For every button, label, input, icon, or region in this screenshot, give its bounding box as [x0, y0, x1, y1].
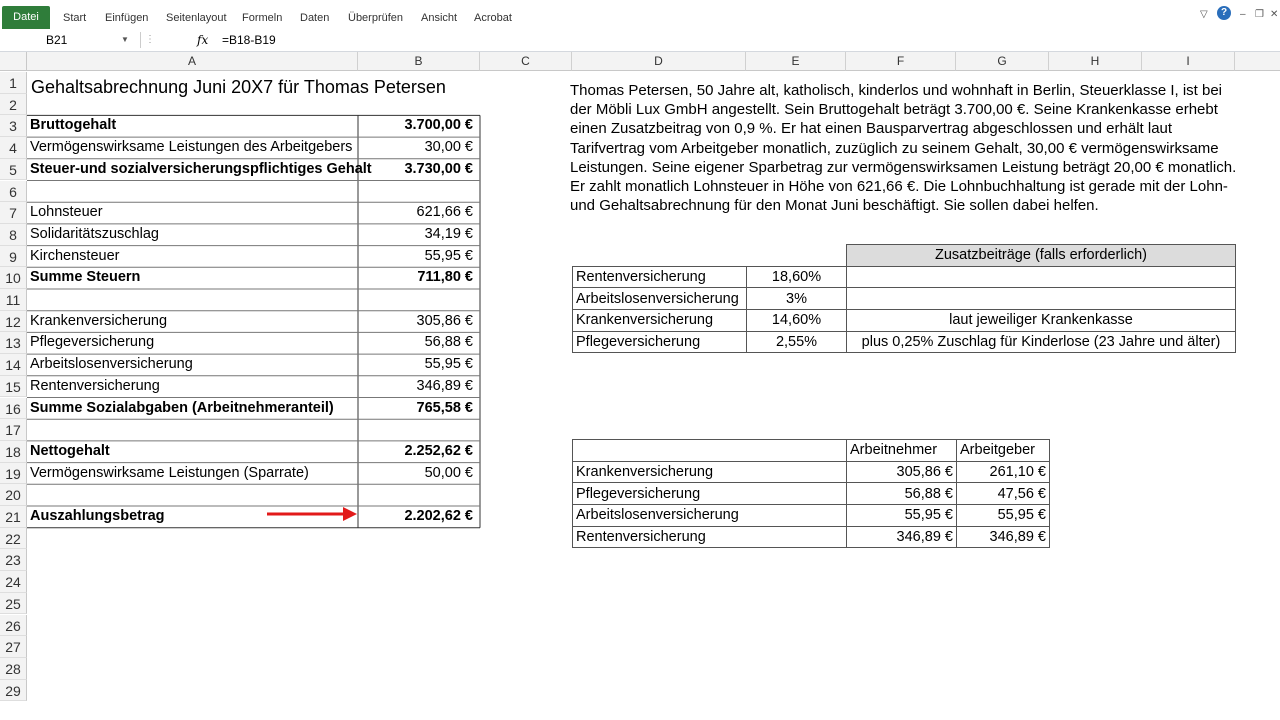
row-header[interactable]: 14	[0, 354, 27, 376]
row-header[interactable]: 10	[0, 267, 27, 289]
shares-employer[interactable]: 47,56 €	[957, 483, 1050, 505]
column-header-d[interactable]: D	[572, 52, 746, 71]
line-value[interactable]: 3.700,00 €	[404, 117, 473, 134]
window-close-icon[interactable]: ✕	[1270, 9, 1279, 20]
line-label[interactable]: Steuer-und sozialversicherungspflichtiges Gehalt	[30, 160, 372, 177]
row-header[interactable]: 24	[0, 571, 27, 593]
file-tab[interactable]: Datei	[2, 6, 50, 29]
table-row	[573, 331, 1236, 353]
line-value[interactable]: 50,00 €	[424, 464, 473, 481]
line-label[interactable]: Vermögenswirksame Leistungen des Arbeitgebers	[30, 139, 353, 156]
rate-name[interactable]: Rentenversicherung	[573, 266, 747, 288]
formula-input[interactable]: =B18-B19	[222, 33, 276, 47]
line-label[interactable]: Vermögenswirksame Leistungen (Sparrate)	[30, 464, 309, 481]
line-label[interactable]: Rentenversicherung	[30, 377, 160, 394]
tab-formeln[interactable]: Formeln	[242, 12, 283, 24]
shares-name[interactable]: Krankenversicherung	[573, 461, 847, 483]
line-value[interactable]: 621,66 €	[416, 204, 473, 221]
tab-einfuegen[interactable]: Einfügen	[105, 12, 149, 24]
line-value[interactable]: 56,88 €	[424, 334, 473, 351]
rate-value[interactable]: 18,60%	[747, 266, 847, 288]
row-header[interactable]: 27	[0, 636, 27, 658]
row-header[interactable]: 29	[0, 680, 27, 702]
rate-name[interactable]: Pflegeversicherung	[573, 331, 747, 353]
column-header-h[interactable]: H	[1049, 52, 1142, 71]
select-all-corner[interactable]	[0, 52, 27, 71]
row-header[interactable]: 17	[0, 419, 27, 441]
row-header[interactable]: 28	[0, 658, 27, 680]
row-header[interactable]: 5	[0, 159, 27, 181]
table-row	[573, 310, 1236, 332]
chevron-down-icon[interactable]: ▼	[121, 35, 129, 44]
row-header[interactable]: 7	[0, 202, 27, 224]
line-label[interactable]: Arbeitslosenversicherung	[30, 356, 193, 373]
row-header[interactable]: 21	[0, 506, 27, 528]
rates-table	[572, 244, 1236, 353]
row-header[interactable]: 9	[0, 246, 27, 268]
row-header[interactable]: 19	[0, 463, 27, 485]
rates-table-blank	[573, 245, 747, 267]
row-header[interactable]: 18	[0, 441, 27, 463]
column-header-b[interactable]: B	[358, 52, 480, 71]
line-value[interactable]: 305,86 €	[416, 312, 473, 329]
row-header[interactable]: 23	[0, 549, 27, 571]
table-row	[573, 526, 1050, 548]
shares-employer[interactable]: 261,10 €	[957, 461, 1050, 483]
row-header[interactable]: 2	[0, 94, 27, 116]
row-header[interactable]: 20	[0, 484, 27, 506]
table-row	[573, 483, 1050, 505]
line-value[interactable]: 2.252,62 €	[404, 442, 473, 459]
column-header-i[interactable]: I	[1142, 52, 1235, 71]
line-label[interactable]: Summe Steuern	[30, 269, 141, 286]
description-text[interactable]: Thomas Petersen, 50 Jahre alt, katholisch, kinderlos und wohnhaft in Berlin, Steuerklasse I, ist bei der Möbli Lux GmbH angestellt. Sein Bruttogehalt beträgt 3.700,00 €. Seine Krankenkasse erhebt einen Zusatzbeitrag von 0,9 %. Er hat einen Bausparvertrag abgeschlossen und erhält laut Tarifvertrag vom Arbeitgeber monatlich, zuzüglich zu seinem Gehalt, 30,00 € vermögenswirksame Leistungen. Seine eigener Sparbetrag zur vermögenswirksamen Leistung beträgt 20,00 € monatlich. Er zahlt monatlich Lohnsteuer in Höhe von 621,66 €. Die Lohnbuchhaltung ist gerade mit der Lohn- und Gehaltsabrechnung für den Monat Juni beschäftigt. Sie sollen dabei helfen.	[570, 82, 1237, 215]
rate-value[interactable]: 14,60%	[747, 310, 847, 332]
column-header-g[interactable]: G	[956, 52, 1049, 71]
table-row	[573, 288, 1236, 310]
row-header[interactable]: 22	[0, 528, 27, 550]
formula-bar	[0, 29, 1280, 52]
rate-note[interactable]: laut jeweiliger Krankenkasse	[847, 310, 1236, 332]
row-header[interactable]: 1	[0, 72, 27, 94]
ribbon	[0, 0, 1280, 30]
help-icon[interactable]: ?	[1217, 6, 1231, 20]
line-label[interactable]: Kirchensteuer	[30, 247, 120, 264]
row-header[interactable]: 8	[0, 224, 27, 246]
tab-ueberpruefen[interactable]: Überprüfen	[348, 12, 404, 24]
line-value[interactable]: 2.202,62 €	[404, 508, 473, 524]
tab-acrobat[interactable]: Acrobat	[474, 12, 512, 24]
formula-bar-divider: ⋮	[140, 32, 198, 48]
line-label[interactable]: Bruttogehalt	[30, 117, 117, 134]
rates-table-header[interactable]: Zusatzbeiträge (falls erforderlich)	[847, 245, 1236, 267]
shares-name[interactable]: Rentenversicherung	[573, 526, 847, 548]
line-value[interactable]: 55,95 €	[424, 247, 473, 264]
shares-employee[interactable]: 56,88 €	[847, 483, 957, 505]
row-header[interactable]: 13	[0, 332, 27, 354]
column-header-e[interactable]: E	[746, 52, 846, 71]
rate-name[interactable]: Arbeitslosenversicherung	[573, 288, 747, 310]
line-label[interactable]: Solidaritätszuschlag	[30, 225, 159, 242]
column-header-c[interactable]: C	[480, 52, 572, 71]
line-label[interactable]: Krankenversicherung	[30, 312, 168, 329]
line-value[interactable]: 34,19 €	[424, 225, 473, 242]
shares-employee[interactable]: 305,86 €	[847, 461, 957, 483]
table-row	[573, 461, 1050, 483]
rates-table-blank	[747, 245, 847, 267]
row-header[interactable]: 16	[0, 398, 27, 420]
name-box-value: B21	[46, 33, 68, 47]
tab-ansicht[interactable]: Ansicht	[421, 12, 458, 24]
shares-name[interactable]: Arbeitslosenversicherung	[573, 505, 847, 527]
window-restore-icon[interactable]: ❐	[1255, 9, 1264, 20]
shares-header-employee[interactable]: Arbeitnehmer	[847, 440, 957, 462]
tab-start[interactable]: Start	[63, 12, 87, 24]
shares-table-corner[interactable]	[573, 440, 847, 462]
rate-value[interactable]: 2,55%	[747, 331, 847, 353]
tab-daten[interactable]: Daten	[300, 12, 330, 24]
row-header[interactable]: 12	[0, 311, 27, 333]
window-minimize-icon[interactable]: –	[1240, 9, 1246, 20]
line-label[interactable]: Nettogehalt	[30, 442, 110, 459]
rate-name[interactable]: Krankenversicherung	[573, 310, 747, 332]
minimize-ribbon-icon[interactable]: ▽	[1200, 9, 1208, 20]
row-header[interactable]: 25	[0, 593, 27, 615]
rate-note[interactable]	[847, 266, 1236, 288]
table-row	[573, 505, 1050, 527]
name-box[interactable]	[0, 30, 134, 50]
shares-header-employer[interactable]: Arbeitgeber	[957, 440, 1050, 462]
row-header[interactable]: 26	[0, 615, 27, 637]
rate-note[interactable]	[847, 288, 1236, 310]
line-value[interactable]: 3.730,00 €	[404, 160, 473, 177]
table-row	[573, 266, 1236, 288]
column-header-a[interactable]: A	[27, 52, 358, 71]
column-header-f[interactable]: F	[846, 52, 956, 71]
row-header[interactable]: 4	[0, 137, 27, 159]
rate-value[interactable]: 3%	[747, 288, 847, 310]
row-header[interactable]: 11	[0, 289, 27, 311]
sheet-title[interactable]: Gehaltsabrechnung Juni 20X7 für Thomas Petersen	[31, 77, 446, 97]
shares-employee[interactable]: 55,95 €	[847, 505, 957, 527]
row-header[interactable]: 15	[0, 376, 27, 398]
line-label[interactable]: Pflegeversicherung	[30, 334, 155, 351]
line-value[interactable]: 711,80 €	[417, 269, 473, 286]
row-header[interactable]: 6	[0, 181, 27, 203]
rate-note[interactable]: plus 0,25% Zuschlag für Kinderlose (23 Jahre und älter)	[847, 331, 1236, 353]
shares-employee[interactable]: 346,89 €	[847, 526, 957, 548]
line-value[interactable]: 346,89 €	[416, 377, 473, 394]
line-value[interactable]: 55,95 €	[424, 356, 473, 373]
insert-function-icon[interactable]: fx	[197, 33, 209, 47]
line-label[interactable]: Lohnsteuer	[30, 204, 103, 221]
row-header[interactable]: 3	[0, 115, 27, 137]
line-label[interactable]: Summe Sozialabgaben (Arbeitnehmeranteil)	[30, 399, 334, 416]
line-value[interactable]: 30,00 €	[424, 139, 473, 156]
shares-employer[interactable]: 346,89 €	[957, 526, 1050, 548]
line-value[interactable]: 765,58 €	[416, 399, 473, 416]
column-header-j[interactable]	[1235, 52, 1280, 71]
shares-name[interactable]: Pflegeversicherung	[573, 483, 847, 505]
table-row	[573, 440, 1050, 462]
shares-employer[interactable]: 55,95 €	[957, 505, 1050, 527]
line-label[interactable]: Auszahlungsbetrag	[30, 508, 165, 524]
tab-seitenlayout[interactable]: Seitenlayout	[166, 12, 227, 24]
red-arrow-icon	[265, 504, 365, 524]
shares-table	[572, 439, 1050, 548]
